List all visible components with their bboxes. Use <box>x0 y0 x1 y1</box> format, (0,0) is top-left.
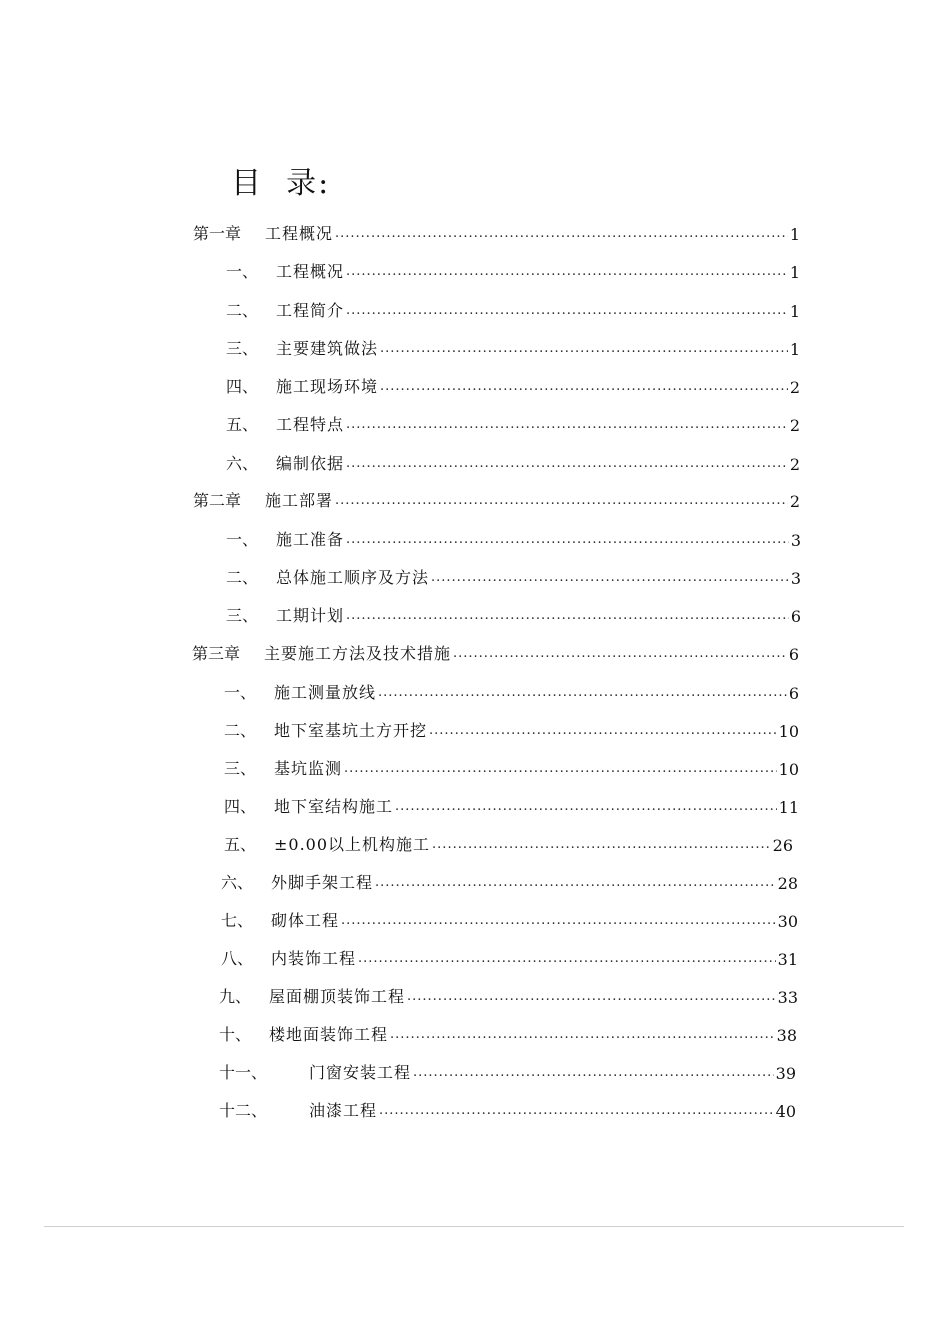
dot-leader <box>344 761 777 776</box>
toc-entry-page: 6 <box>788 684 799 703</box>
toc-entry-page: 40 <box>775 1102 796 1121</box>
toc-entry-page: 10 <box>778 722 799 741</box>
toc-entry-page: 2 <box>789 416 800 435</box>
toc-entry-page: 11 <box>778 798 799 817</box>
toc-entry-label: 地下室结构施工 <box>274 797 394 816</box>
toc-entry-label: 门窗安装工程 <box>309 1063 412 1082</box>
toc-entry-label: 工程简介 <box>276 301 345 320</box>
toc-entry-page: 26 <box>772 836 793 855</box>
toc-entry-page: 2 <box>789 378 800 397</box>
toc-entry-label: 主要建筑做法 <box>276 339 379 358</box>
toc-entry <box>221 869 798 893</box>
toc-entry <box>224 793 799 817</box>
toc-entry-label: 工期计划 <box>276 606 345 625</box>
toc-entry-number: 六、 <box>226 454 259 473</box>
toc-entry <box>224 831 793 855</box>
toc-entry-label: 施工现场环境 <box>276 377 379 396</box>
toc-entry-label: 地下室基坑土方开挖 <box>274 721 428 740</box>
dot-leader <box>380 341 788 356</box>
dot-leader <box>341 913 776 928</box>
toc-entry <box>226 258 800 282</box>
toc-entry-label: 基坑监测 <box>274 759 343 778</box>
dot-leader <box>395 799 777 814</box>
toc-entry-page: 1 <box>789 340 800 359</box>
toc-entry-number: 第三章 <box>192 644 241 663</box>
toc-entry-label: 施工部署 <box>265 491 334 510</box>
toc-entry <box>221 945 798 969</box>
toc-entry <box>226 373 800 397</box>
dot-leader <box>378 685 787 700</box>
toc-entry-page: 6 <box>790 607 801 626</box>
toc-entry-number: 二、 <box>224 721 257 740</box>
toc-entry-number: 四、 <box>226 377 259 396</box>
toc-entry <box>224 679 799 703</box>
toc-entry-page: 33 <box>777 988 798 1007</box>
dot-leader <box>335 493 788 508</box>
dot-leader <box>346 417 788 432</box>
toc-entry-label: ±0.00以上机构施工 <box>274 835 431 854</box>
toc-entry-label: 屋面棚顶装饰工程 <box>269 987 406 1006</box>
toc-entry <box>226 602 801 626</box>
dot-leader <box>431 570 789 585</box>
toc-entry-page: 2 <box>789 455 800 474</box>
toc-entry <box>226 450 800 474</box>
dot-leader <box>346 303 788 318</box>
toc-entry <box>226 564 801 588</box>
toc-entry-label: 主要施工方法及技术措施 <box>264 644 452 663</box>
toc-title: 目 录: <box>231 166 331 201</box>
dot-leader <box>375 875 776 890</box>
dot-leader <box>346 264 788 279</box>
toc-entry <box>224 755 799 779</box>
dot-leader <box>390 1027 775 1042</box>
toc-entry-page: 10 <box>778 760 799 779</box>
toc-entry-number: 六、 <box>221 873 254 892</box>
dot-leader <box>335 226 788 241</box>
toc-entry-page: 3 <box>790 531 801 550</box>
toc-entry-page: 1 <box>789 263 800 282</box>
dot-leader <box>413 1065 774 1080</box>
toc-entry-number: 九、 <box>219 987 252 1006</box>
toc-entry-label: 施工测量放线 <box>274 683 377 702</box>
toc-entry <box>192 640 799 664</box>
dot-leader <box>379 1103 774 1118</box>
toc-entry-number: 七、 <box>221 911 254 930</box>
toc-entry-page: 6 <box>788 645 799 664</box>
toc-entry-page: 1 <box>789 302 800 321</box>
toc-entry-number: 一、 <box>226 530 259 549</box>
toc-entry-number: 三、 <box>226 339 259 358</box>
toc-entry-page: 1 <box>789 225 800 244</box>
toc-entry-label: 油漆工程 <box>309 1101 378 1120</box>
toc-entry <box>193 487 800 511</box>
toc-entry-label: 外脚手架工程 <box>271 873 374 892</box>
toc-entry <box>226 297 800 321</box>
toc-entry-number: 三、 <box>226 606 259 625</box>
toc-entry-label: 内装饰工程 <box>271 949 357 968</box>
toc-entry <box>193 220 800 244</box>
toc-entry-number: 二、 <box>226 301 259 320</box>
toc-entry-label: 工程概况 <box>265 224 334 243</box>
toc-entry-label: 砌体工程 <box>271 911 340 930</box>
dot-leader <box>453 646 787 661</box>
dot-leader <box>358 951 776 966</box>
toc-entry <box>219 1097 796 1121</box>
toc-entry-label: 总体施工顺序及方法 <box>276 568 430 587</box>
toc-entry-page: 31 <box>777 950 798 969</box>
dot-leader <box>407 989 776 1004</box>
dot-leader <box>429 723 777 738</box>
toc-entry-number: 八、 <box>221 949 254 968</box>
toc-entry-number: 三、 <box>224 759 257 778</box>
toc-entry-page: 30 <box>777 912 798 931</box>
toc-entry-number: 十、 <box>219 1025 252 1044</box>
dot-leader <box>346 456 788 471</box>
toc-entry-number: 十二、 <box>219 1101 268 1120</box>
dot-leader <box>432 837 771 852</box>
toc-entry-label: 编制依据 <box>276 454 345 473</box>
toc-entry-number: 二、 <box>226 568 259 587</box>
toc-entry-number: 第二章 <box>193 491 242 510</box>
toc-entry-page: 3 <box>790 569 801 588</box>
dot-leader <box>346 608 789 623</box>
toc-entry-page: 2 <box>789 492 800 511</box>
dot-leader <box>380 379 788 394</box>
toc-entry-page: 39 <box>775 1064 796 1083</box>
toc-entry-label: 工程概况 <box>276 262 345 281</box>
toc-entry <box>226 526 801 550</box>
toc-entry-number: 一、 <box>226 262 259 281</box>
toc-entry-label: 楼地面装饰工程 <box>269 1025 389 1044</box>
footer-divider <box>44 1226 904 1227</box>
toc-entry-page: 38 <box>776 1026 797 1045</box>
toc-entry-page: 28 <box>777 874 798 893</box>
toc-entry-number: 十一、 <box>219 1063 268 1082</box>
toc-entry-number: 一、 <box>224 683 257 702</box>
toc-entry <box>224 717 799 741</box>
toc-entry-label: 施工准备 <box>276 530 345 549</box>
toc-entry <box>226 411 800 435</box>
toc-entry <box>219 983 798 1007</box>
toc-entry <box>221 907 798 931</box>
toc-entry <box>219 1021 797 1045</box>
toc-entry-label: 工程特点 <box>276 415 345 434</box>
toc-entry-number: 第一章 <box>193 224 242 243</box>
toc-entry <box>226 335 800 359</box>
toc-entry-number: 四、 <box>224 797 257 816</box>
dot-leader <box>346 532 789 547</box>
toc-entry-number: 五、 <box>226 415 259 434</box>
toc-entry-number: 五、 <box>224 835 257 854</box>
toc-entry <box>219 1059 796 1083</box>
